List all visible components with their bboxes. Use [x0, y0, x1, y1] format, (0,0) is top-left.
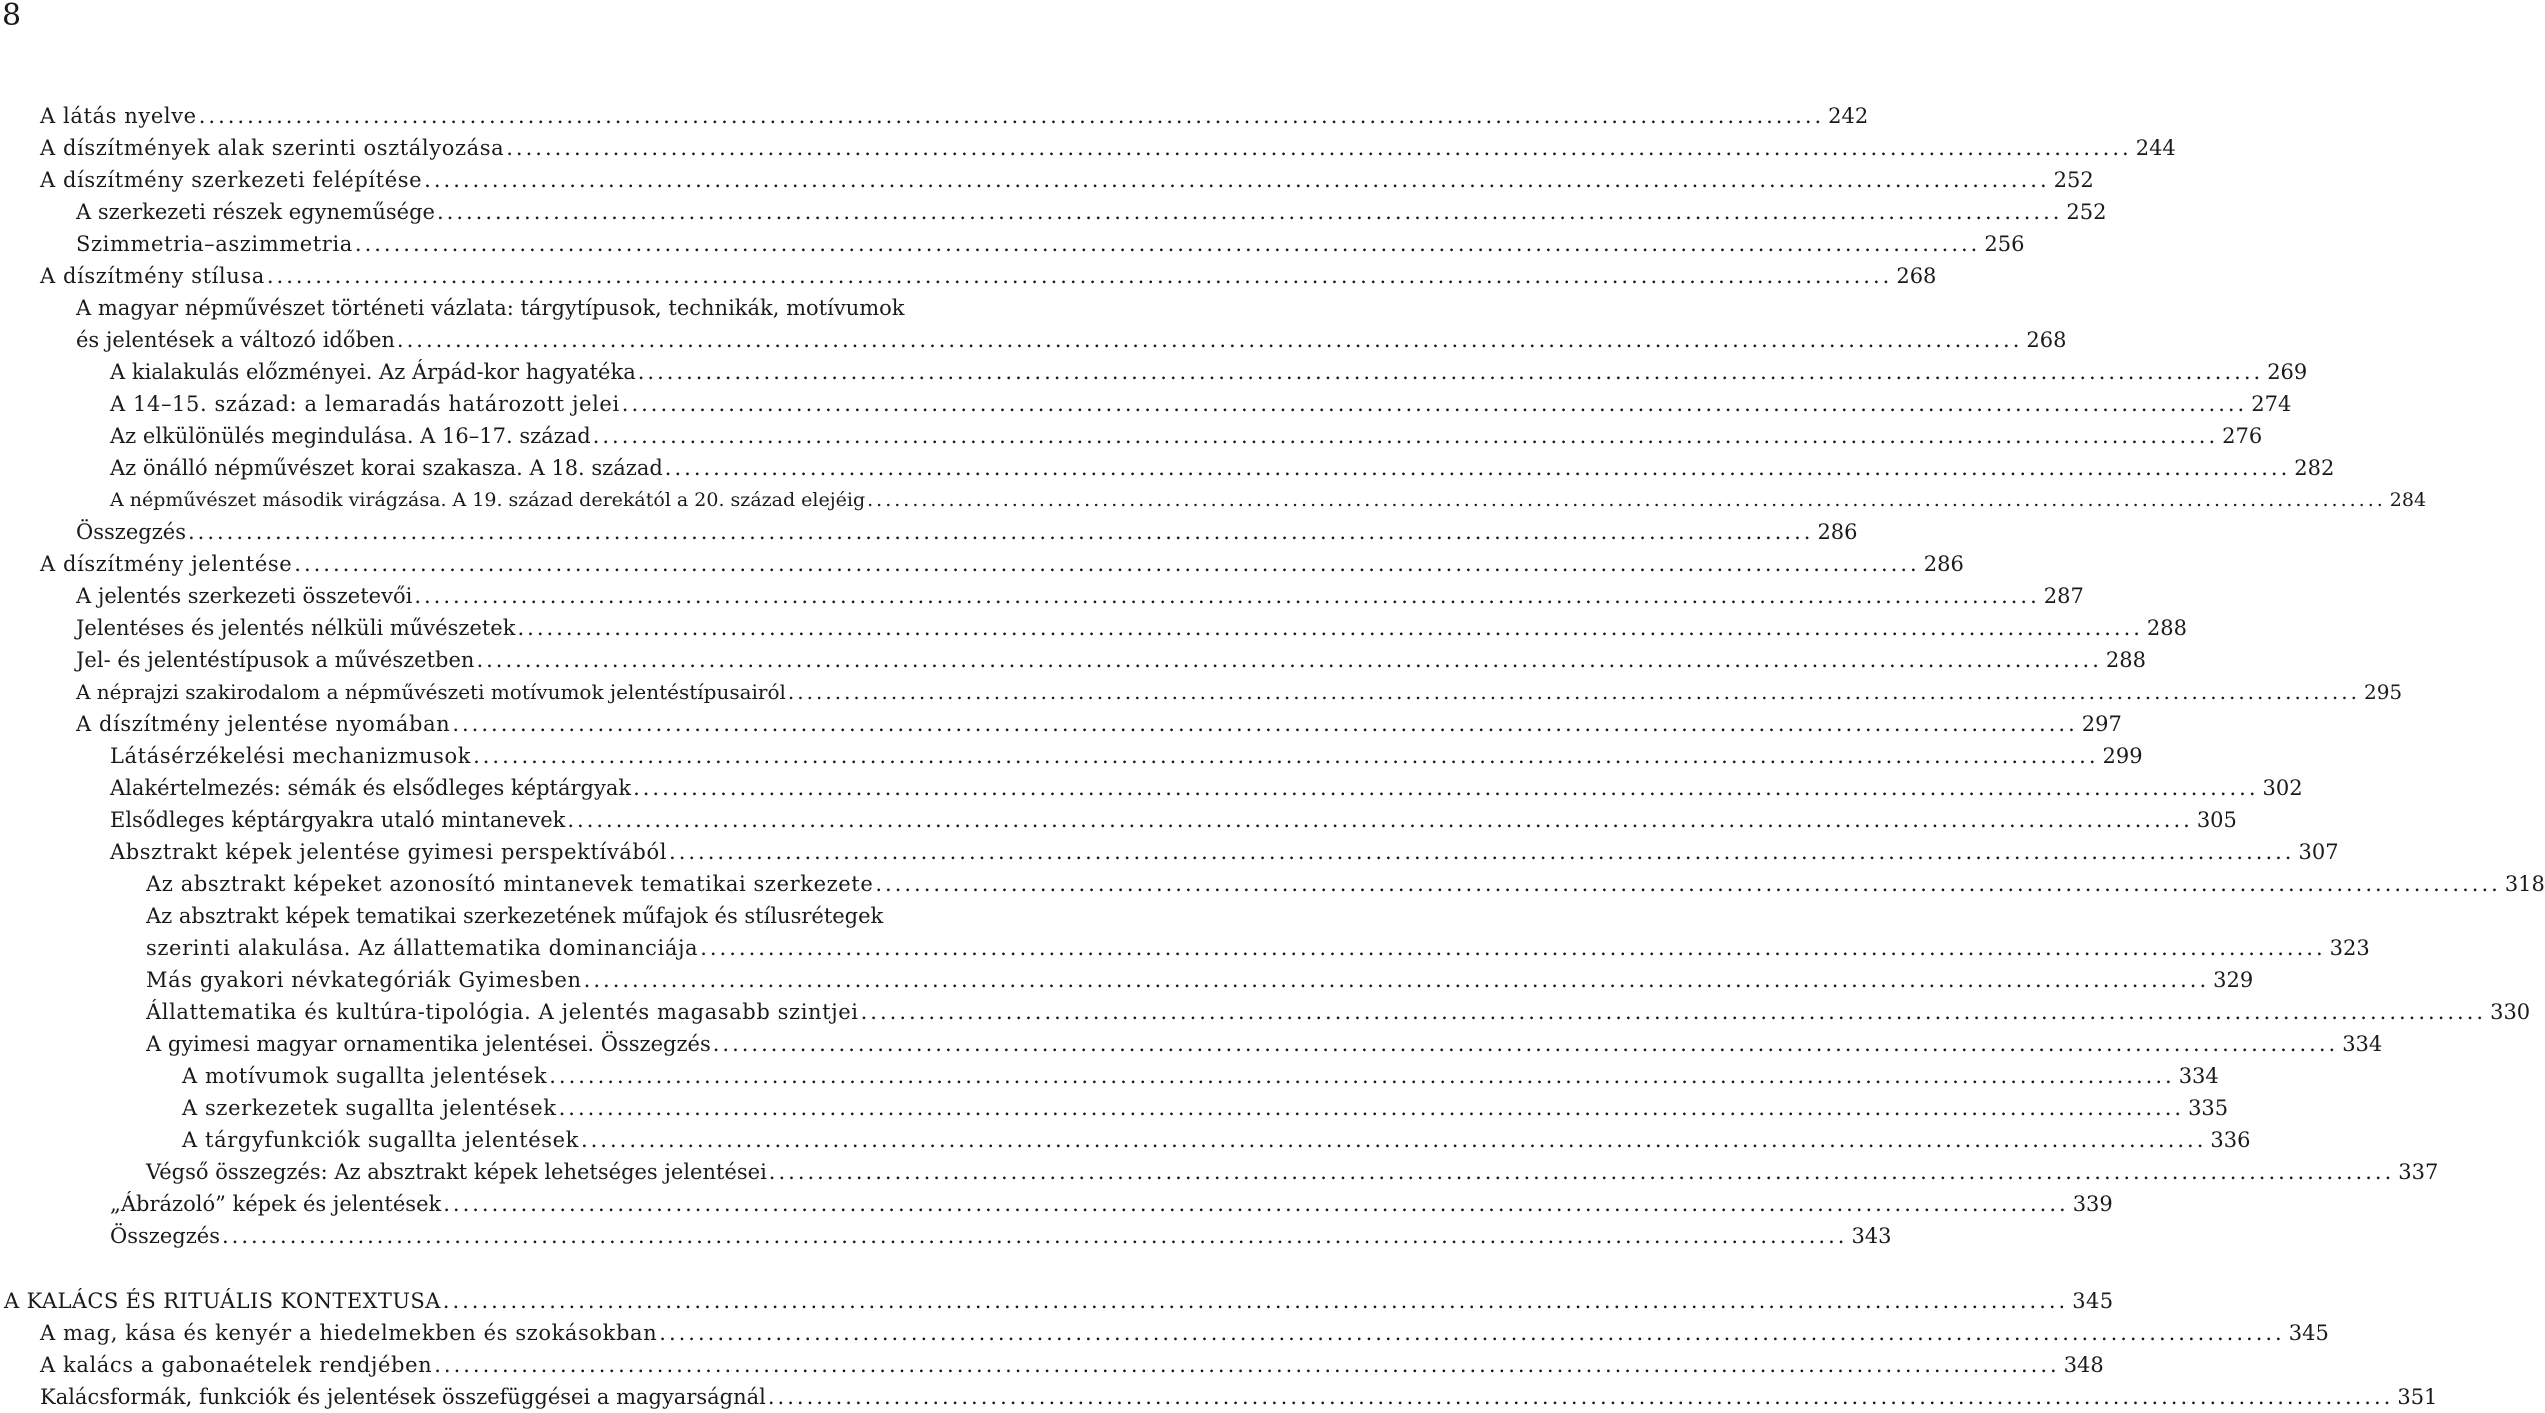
toc-entry-title: Alakértelmezés: sémák és elsődleges képtárgyak — [110, 776, 632, 800]
toc-entry-title: Az absztrakt képeket azonosító mintanevek tematikai szerkezete — [146, 872, 874, 896]
toc-entry — [110, 804, 2237, 836]
leader-dots — [443, 1285, 2068, 1317]
leader-dots — [669, 836, 2294, 868]
toc-entry — [110, 484, 2427, 516]
toc-entry-page: 256 — [1984, 232, 2025, 256]
toc-entry-title: Kalácsformák, funkciók és jelentések összefüggései a magyarságnál — [40, 1385, 766, 1409]
toc-entry — [182, 1060, 2219, 1092]
toc-entry — [40, 164, 2094, 196]
toc-entry — [146, 996, 2531, 1028]
toc-entry — [40, 132, 2176, 164]
toc-entry-title: A látás nyelve — [40, 104, 197, 128]
toc-entry-page: 288 — [2146, 616, 2188, 640]
toc-entry — [146, 868, 2545, 900]
toc-entry — [76, 612, 2188, 644]
leader-dots — [452, 708, 2077, 740]
toc-entry-page: 337 — [2398, 1160, 2439, 1184]
toc-entry — [76, 228, 2025, 260]
leader-dots — [199, 100, 1824, 132]
toc-entry-title: A 14–15. század: a lemaradás határozott jelei — [110, 392, 620, 416]
toc-entry-title: A díszítmények alak szerinti osztályozása — [40, 136, 505, 160]
toc-entry-page: 286 — [1923, 552, 1964, 576]
toc-entry — [76, 676, 2403, 708]
leader-dots — [700, 932, 2325, 964]
leader-dots — [437, 196, 2062, 228]
toc-entry-page: 252 — [2053, 168, 2094, 192]
toc-entry — [146, 964, 2254, 996]
toc-entry-title: Az önálló népművészet korai szakasza. A 18. század — [110, 456, 663, 480]
leader-dots — [473, 740, 2098, 772]
toc-entry-page: 343 — [1851, 1224, 1892, 1248]
toc-entry-title: Jel- és jelentéstípusok a művészetben — [76, 648, 475, 672]
toc-entry-page: 242 — [1828, 104, 1869, 128]
toc-entry — [40, 1349, 2104, 1381]
leader-dots — [424, 164, 2049, 196]
leader-dots — [559, 1092, 2184, 1124]
toc-entry — [146, 1028, 2383, 1060]
leader-dots — [188, 516, 1813, 548]
leader-dots — [713, 1028, 2338, 1060]
toc-entry — [110, 388, 2292, 420]
toc-entry-page: 297 — [2081, 712, 2122, 736]
toc-section — [4, 1285, 2114, 1317]
toc-entry-page: 284 — [2389, 489, 2427, 511]
toc-entry-page: 295 — [2363, 680, 2403, 704]
toc-entry — [110, 356, 2308, 388]
toc-entry-title: A szerkezetek sugallta jelentések — [182, 1096, 557, 1120]
leader-dots — [443, 1188, 2068, 1220]
toc-entry-page: 299 — [2102, 744, 2143, 768]
toc-entry-page: 287 — [2043, 584, 2084, 608]
leader-dots — [517, 612, 2142, 644]
toc-section-title: A KALÁCS ÉS RITUÁLIS KONTEXTUSA — [4, 1289, 441, 1313]
toc-entry-page: 276 — [2222, 424, 2263, 448]
toc-entry-title: Végső összegzés: Az absztrakt képek lehetséges jelentései — [146, 1160, 767, 1184]
toc-entry — [110, 452, 2335, 484]
leader-dots — [294, 548, 1919, 580]
toc-entry — [76, 196, 2107, 228]
toc-entry-title: A szerkezeti részek egyneműsége — [76, 200, 435, 224]
leader-dots — [397, 324, 2022, 356]
toc-entry-page: 269 — [2267, 360, 2308, 384]
toc-entry-title: és jelentések a változó időben — [76, 328, 395, 352]
toc-entry-title: A kialakulás előzményei. Az Árpád-kor hagyatéka — [110, 360, 636, 384]
leader-dots — [267, 260, 1892, 292]
toc-entry-page: 307 — [2298, 840, 2339, 864]
toc-entry-title: A népművészet második virágzása. A 19. század derekától a 20. század elejéig — [110, 489, 866, 511]
toc-entry-title: A díszítmény jelentése nyomában — [76, 712, 451, 736]
toc-entry-title: Összegzés — [110, 1224, 220, 1248]
toc-entry-title: A motívumok sugallta jelentések — [182, 1064, 548, 1088]
leader-dots — [875, 868, 2500, 900]
leader-dots — [861, 996, 2486, 1028]
toc-entry-title: „Ábrázoló” képek és jelentések — [110, 1192, 442, 1216]
toc-entry — [40, 548, 1964, 580]
toc-entry-title: Absztrakt képek jelentése gyimesi perspektívából — [110, 840, 668, 864]
toc-entry-title: A gyimesi magyar ornamentika jelentései. Összegzés — [146, 1032, 711, 1056]
toc-entry — [110, 772, 2303, 804]
toc-entry — [146, 932, 2370, 964]
toc-entry — [182, 1124, 2251, 1156]
toc-entry-title: Összegzés — [76, 520, 186, 544]
toc-entry-page: 268 — [2026, 328, 2067, 352]
toc-entry-page: 282 — [2294, 456, 2335, 480]
toc-entry-page: 323 — [2329, 936, 2370, 960]
leader-dots — [768, 1381, 2393, 1413]
toc-entry — [182, 1092, 2229, 1124]
toc-entry — [110, 1220, 1892, 1252]
toc-entry-page: 330 — [2490, 1000, 2531, 1024]
toc-entry-title: szerinti alakulása. Az állattematika dominanciája — [146, 936, 699, 960]
leader-dots — [506, 132, 2131, 164]
toc-entry-title: Állattematika és kultúra-tipológia. A jelentés magasabb szintjei — [146, 1000, 859, 1024]
toc-entry-page: 318 — [2504, 872, 2545, 896]
toc-entry-title: A mag, kása és kenyér a hiedelmekben és szokásokban — [40, 1321, 658, 1345]
toc-entry — [76, 324, 2067, 356]
toc-entry-title: A magyar népművészet történeti vázlata: tárgytípusok, technikák, motívumok — [76, 296, 905, 320]
leader-dots — [581, 1124, 2206, 1156]
toc-entry-title: Az absztrakt képek tematikai szerkezetének műfajok és stílusrétegek — [146, 904, 884, 928]
toc-entry-page: 302 — [2262, 776, 2303, 800]
toc-entry-title: A néprajzi szakirodalom a népművészeti motívumok jelentéstípusairól — [76, 680, 786, 704]
toc-entry-page: 268 — [1896, 264, 1937, 288]
leader-dots — [622, 388, 2247, 420]
leader-dots — [476, 644, 2101, 676]
toc-entry-page: 339 — [2072, 1192, 2113, 1216]
toc-entry-title: A kalács a gabonaételek rendjében — [40, 1353, 433, 1377]
leader-dots — [867, 484, 2386, 516]
toc-entry-title: Szimmetria–aszimmetria — [76, 232, 353, 256]
toc-entry-page: 288 — [2105, 648, 2146, 672]
toc-entry-page: 345 — [2072, 1289, 2114, 1313]
toc-entry-page: 345 — [2288, 1321, 2329, 1345]
toc-entry-title: A jelentés szerkezeti összetevői — [76, 584, 413, 608]
toc-entry-title: A díszítmény stílusa — [40, 264, 265, 288]
toc-entry-page: 334 — [2342, 1032, 2383, 1056]
leader-dots — [222, 1220, 1847, 1252]
toc-entry — [110, 836, 2339, 868]
leader-dots — [414, 580, 2039, 612]
leader-dots — [584, 964, 2209, 996]
toc-entry — [110, 740, 2143, 772]
leader-dots — [567, 804, 2192, 836]
leader-dots — [593, 420, 2218, 452]
leader-dots — [659, 1317, 2284, 1349]
toc-entry — [40, 100, 1869, 132]
toc-entry-title: A díszítmény jelentése — [40, 552, 293, 576]
toc-entry — [76, 644, 2146, 676]
toc-entry — [110, 1188, 2113, 1220]
toc-entry-page: 348 — [2063, 1353, 2104, 1377]
toc-entry-page: 252 — [2066, 200, 2107, 224]
toc-entry-page: 274 — [2251, 392, 2292, 416]
toc-entry-title: Látásérzékelési mechanizmusok — [110, 744, 472, 768]
toc-entry-page: 305 — [2196, 808, 2237, 832]
toc-entry-page: 336 — [2210, 1128, 2251, 1152]
toc-entry-title: Az elkülönülés megindulása. A 16–17. század — [110, 424, 591, 448]
leader-dots — [549, 1060, 2174, 1092]
toc-entry — [76, 708, 2122, 740]
toc-entry-title: Elsődleges képtárgyakra utaló mintanevek — [110, 808, 566, 832]
toc-entry-title: Jelentéses és jelentés nélküli művészetek — [76, 616, 516, 640]
page-number: 8 — [2, 0, 22, 33]
leader-dots — [355, 228, 1980, 260]
toc-entry-page: 335 — [2188, 1096, 2229, 1120]
toc-entry — [40, 1381, 2438, 1413]
toc-entry-page: 329 — [2213, 968, 2254, 992]
toc-entry-page: 351 — [2397, 1385, 2438, 1409]
toc-entry — [40, 1317, 2329, 1349]
toc-entry-title: A díszítmény szerkezeti felépítése — [40, 168, 423, 192]
toc-entry-title: Más gyakori névkategóriák Gyimesben — [146, 968, 582, 992]
toc-entry-page: 334 — [2178, 1064, 2219, 1088]
toc-entry — [76, 516, 1858, 548]
leader-dots — [788, 676, 2360, 708]
toc-entry-page: 244 — [2135, 136, 2176, 160]
toc-entry-page: 286 — [1817, 520, 1858, 544]
leader-dots — [769, 1156, 2394, 1188]
toc-entry — [76, 580, 2084, 612]
toc-entry — [110, 420, 2263, 452]
leader-dots — [638, 356, 2263, 388]
leader-dots — [665, 452, 2290, 484]
leader-dots — [434, 1349, 2059, 1381]
toc-entry-title: A tárgyfunkciók sugallta jelentések — [182, 1128, 579, 1152]
toc-entry — [40, 260, 1937, 292]
leader-dots — [633, 772, 2258, 804]
toc-entry — [146, 1156, 2439, 1188]
